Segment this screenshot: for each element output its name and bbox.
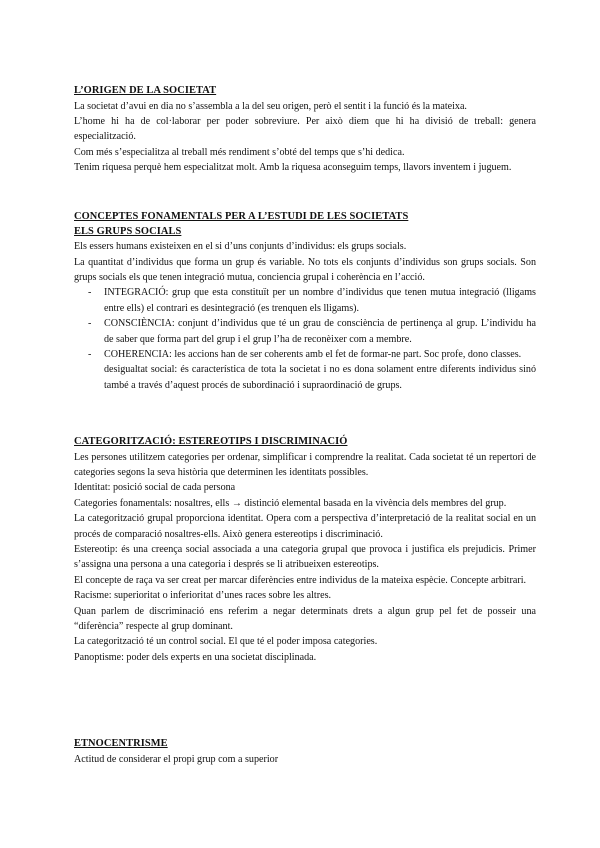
paragraph: El concepte de raça va ser creat per marcar diferències entre individus de la mateixa espècie. Concepte arbitrari.	[74, 574, 527, 586]
paragraph: Identitat: posició social de cada persona	[74, 482, 236, 494]
section-title: L’ORIGEN DE LA SOCIETAT	[74, 85, 217, 96]
paragraph: Panoptisme: poder dels experts en una societat disciplinada.	[74, 651, 317, 663]
paragraph: Les persones utilitzem categories per ordenar, simplificar i comprendre la realitat. Cada societat té un repertori de categories segons la seva història que determinen les identitats possibles.	[74, 451, 536, 478]
list-item: - CONSCIÈNCIA: conjunt d’individus que té un grau de consciència de pertinença al grup. L’individu ha de saber que forma part del grup i el grup l’ha de reconèixer com a membre.	[74, 316, 536, 347]
paragraph: Estereotip: és una creença social associada a una categoria grupal que provoca i justifica els prejudicis. Primer s’assigna una persona a una categoria i després se li atribueixen estereotips.	[74, 544, 536, 571]
paragraph: Racisme: superioritat o inferioritat d’unes races sobre les altres.	[74, 590, 332, 602]
paragraph: Quan parlem de discriminació ens referim a negar determinats drets a algun grup pel fet de posseir una “diferència” respecte al grup dominant.	[74, 605, 536, 633]
paragraph: Com més s’especialitza al treball més rendiment s’obté del temps que s’hi dedica.	[74, 146, 405, 158]
section-title: CONCEPTES FONAMENTALS PER A L’ESTUDI DE LES SOCIETATS	[74, 211, 409, 222]
paragraph: Categories fonamentals: nosaltres, ells → distinció elemental basada en la vivència dels membres del grup.	[74, 497, 507, 509]
paragraph: La quantitat d’individus que forma un grup és variable. No tots els conjunts d’individus son grups socials. Son grups socials els que tenen integració mutua, conciencia grupal i coherència en l’acció.	[74, 256, 536, 283]
paragraph: L’home hi ha de col·laborar per poder sobreviure. Per això diem que hi ha divisió de treball: genera especialització.	[74, 116, 536, 143]
section-categoritzacio	[74, 435, 536, 665]
paragraph: La categorització grupal proporciona identitat. Opera com a perspectiva d’interpretació de la realitat social en un procés de comparació nosaltres-ells. Això genera estereotips i discriminació.	[74, 513, 536, 540]
section-etnocentrisme	[74, 737, 536, 767]
section-title: ETNOCENTRISME	[74, 738, 168, 749]
section-conceptes	[74, 210, 536, 393]
paragraph: Els essers humans existeixen en el si d’uns conjunts d’individus: els grups socials.	[74, 241, 407, 253]
paragraph: Tenim riquesa perquè hem especialitzat molt. Amb la riquesa aconseguim temps, llavors inventem i juguem.	[74, 162, 512, 174]
section-subtitle: ELS GRUPS SOCIALS	[74, 225, 182, 237]
list-item: - COHERENCIA: les accions han de ser coherents amb el fet de formar-ne part. Soc profe, dono classes.	[74, 347, 536, 362]
concept-list	[74, 285, 536, 362]
section-origen	[74, 84, 536, 176]
paragraph: La societat d’avui en dia no s’assembla a la del seu origen, però el sentit i la funció és la mateixa.	[74, 100, 467, 112]
paragraph: desigualtat social: és característica de tota la societat i no es dona solament entre diferents individus sinó també a través d’aquest procés de subordinació i supraordinació de grups.	[104, 364, 536, 391]
paragraph: Actitud de considerar el propi grup com a superior	[74, 753, 279, 765]
list-item: - INTEGRACIÓ: grup que esta constituït per un nombre d’individus que tenen mutua integració (lligams entre ells) el contrari es desintegració (es trenquen els lligams).	[74, 285, 536, 316]
paragraph: La categorització té un control social. El que té el poder imposa categories.	[74, 636, 378, 648]
section-title: CATEGORITZACIÓ: ESTEREOTIPS I DISCRIMINACIÓ	[74, 436, 348, 447]
